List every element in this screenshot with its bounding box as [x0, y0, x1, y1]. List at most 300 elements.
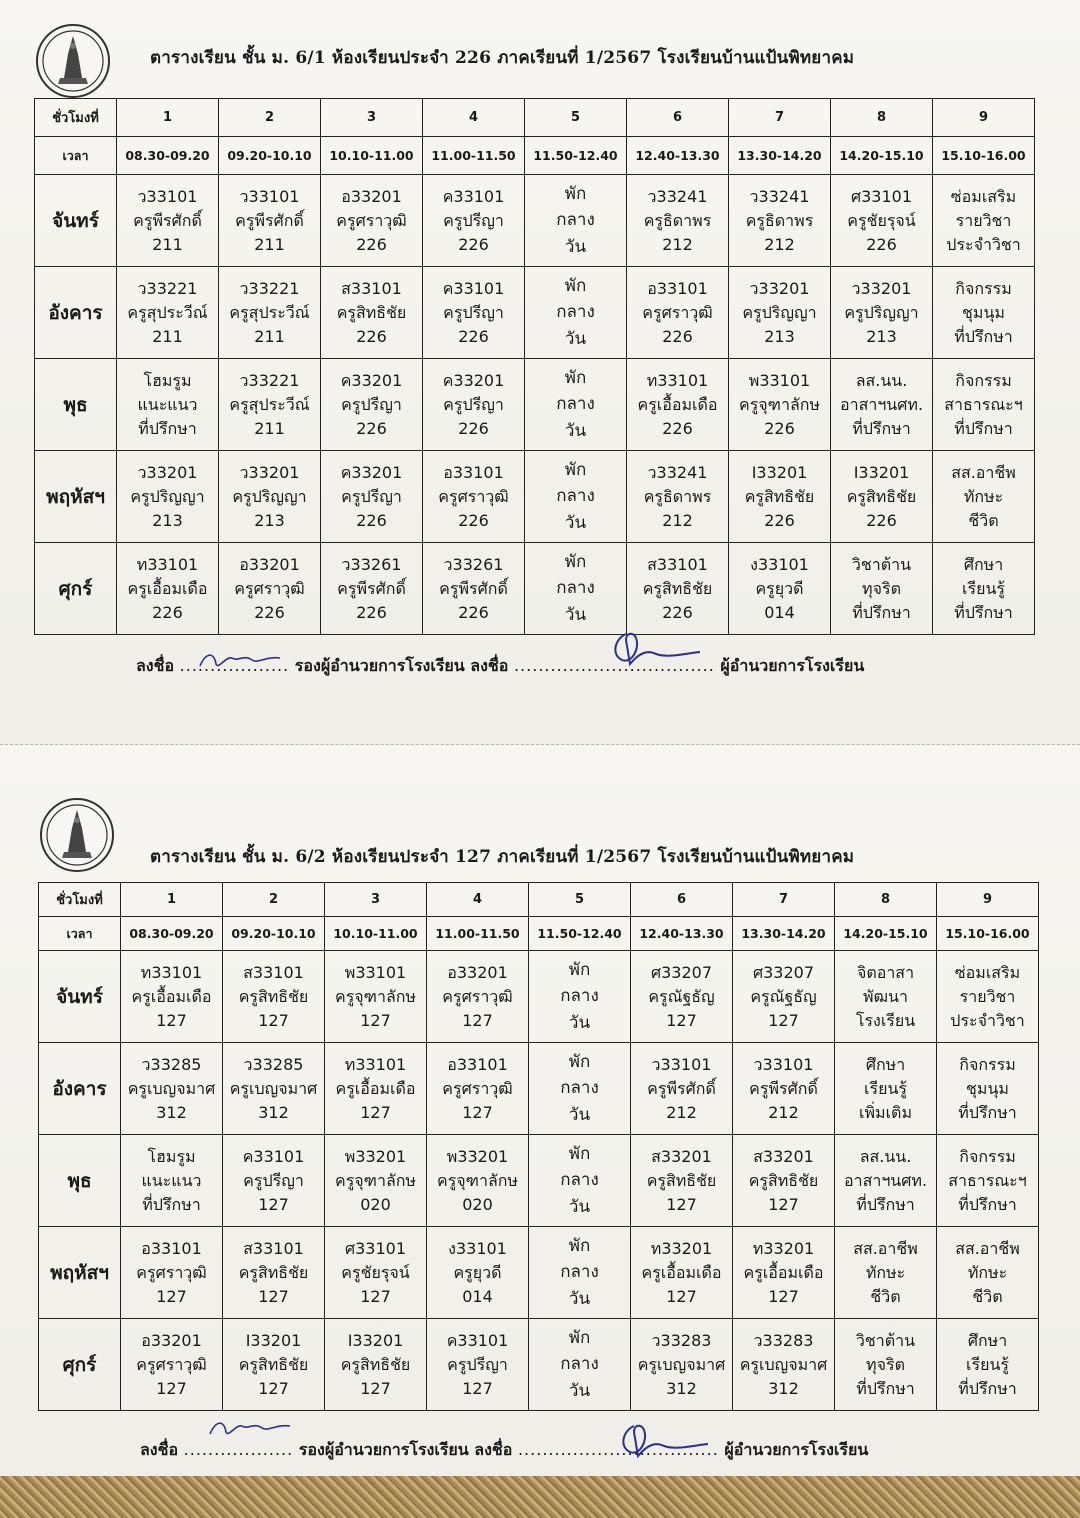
- subject-code: วิชาต้าน: [855, 1330, 916, 1350]
- room-number: ที่ปรึกษา: [954, 418, 1013, 438]
- table-row: [35, 175, 1035, 267]
- deputy-title: รองผู้อำนวยการโรงเรียน: [298, 1440, 469, 1459]
- period-number: 5: [525, 99, 627, 137]
- break-text: วัน: [568, 1380, 591, 1401]
- teacher-name: ครูศราวุฒิ: [442, 1078, 513, 1098]
- subject-code: อ33101: [647, 278, 708, 298]
- class-cell: [121, 1319, 223, 1411]
- deputy-signature-dots: ..................: [179, 656, 290, 675]
- room-number: 226: [458, 602, 489, 622]
- lunch-break-cell: [529, 951, 631, 1043]
- break-text: วัน: [564, 604, 587, 625]
- break-text: กลาง: [556, 486, 595, 507]
- deputy-handwritten-signature: [196, 644, 286, 674]
- time-header-label: เวลา: [35, 137, 117, 175]
- teacher-name: ครูศราวุฒิ: [438, 486, 509, 506]
- room-number: ที่ปรึกษา: [958, 1378, 1017, 1398]
- subject-code: ท33101: [136, 554, 199, 574]
- teacher-name: ครูปรีญา: [243, 1170, 304, 1190]
- subject-code: ค33201: [442, 370, 505, 390]
- teacher-name: ครูสุประวีณ์: [229, 394, 310, 414]
- period-number: 4: [427, 883, 529, 917]
- teacher-name: ครูสิทธิชัย: [238, 1262, 309, 1282]
- room-number: 226: [458, 326, 489, 346]
- period-time: 11.50-12.40: [525, 137, 627, 175]
- class-cell: [729, 543, 831, 635]
- subject-code: ง33101: [448, 1238, 507, 1258]
- room-number: ที่ปรึกษา: [954, 602, 1013, 622]
- teacher-name: ครูยุวดี: [453, 1262, 502, 1282]
- room-number: 226: [662, 418, 693, 438]
- lunch-break-cell: [525, 175, 627, 267]
- teacher-name: ครูปริญญา: [742, 302, 817, 322]
- teacher-name: ครูสิทธิชัย: [238, 986, 309, 1006]
- room-number: 127: [666, 1010, 697, 1030]
- room-number: 312: [768, 1378, 799, 1398]
- room-number: 127: [258, 1286, 289, 1306]
- class-cell: [423, 175, 525, 267]
- subject-code: กิจกรรม: [959, 1146, 1016, 1166]
- day-label: ศุกร์: [39, 1319, 121, 1411]
- period-time: 09.20-10.10: [219, 137, 321, 175]
- subject-code: อ33101: [447, 1054, 508, 1074]
- room-number: 020: [462, 1194, 493, 1214]
- table-row: [39, 1319, 1039, 1411]
- deputy-signature-dots: ..................: [183, 1440, 294, 1459]
- room-number: 226: [356, 418, 387, 438]
- class-cell: [321, 451, 423, 543]
- room-number: 226: [458, 234, 489, 254]
- subject-code: พ33201: [446, 1146, 509, 1166]
- class-cell: [117, 543, 219, 635]
- break-text: กลาง: [560, 986, 599, 1007]
- class-cell: [627, 359, 729, 451]
- period-number: 4: [423, 99, 525, 137]
- subject-code: ว33101: [753, 1054, 814, 1074]
- subject-code: ส33101: [243, 1238, 304, 1258]
- class-cell: [631, 951, 733, 1043]
- subject-code: ท33101: [646, 370, 709, 390]
- subject-code: สส.อาชีพ: [955, 1238, 1020, 1258]
- subject-code: อ33201: [239, 554, 300, 574]
- subject-code: สส.อาชีพ: [951, 462, 1016, 482]
- class-cell: [835, 1227, 937, 1319]
- room-number: ที่ปรึกษา: [958, 1194, 1017, 1214]
- room-number: 312: [666, 1378, 697, 1398]
- class-cell: [223, 1227, 325, 1319]
- class-cell: [117, 451, 219, 543]
- period-number: 2: [219, 99, 321, 137]
- class-cell: [729, 451, 831, 543]
- teacher-name: ครูเอื้อมเดือ: [637, 394, 718, 414]
- room-number: 211: [254, 418, 285, 438]
- class-cell: [627, 267, 729, 359]
- room-number: ที่ปรึกษา: [856, 1378, 915, 1398]
- room-number: 127: [768, 1010, 799, 1030]
- class-cell: [427, 1043, 529, 1135]
- break-text: กลาง: [556, 394, 595, 415]
- subject-code: ศ33101: [850, 186, 913, 206]
- lunch-break-cell: [529, 1319, 631, 1411]
- break-text: พัก: [564, 367, 587, 388]
- class-cell: [627, 175, 729, 267]
- sign-label: ลงชื่อ: [140, 1440, 179, 1459]
- subject-code: ว33285: [243, 1054, 304, 1074]
- class-cell: [219, 175, 321, 267]
- director-handwritten-signature: [596, 624, 706, 672]
- teacher-name: ครูจุฑาลักษ: [335, 1170, 416, 1190]
- room-number: 213: [866, 326, 897, 346]
- teacher-name: ครูสิทธิชัย: [340, 1354, 411, 1374]
- teacher-name: ครูพีรศักดิ์: [337, 578, 406, 598]
- teacher-name: พัฒนา: [863, 986, 908, 1006]
- director-title: ผู้อำนวยการโรงเรียน: [724, 1440, 869, 1459]
- teacher-name: แนะแนว: [141, 1170, 202, 1190]
- room-number: 127: [258, 1194, 289, 1214]
- deputy-handwritten-signature: [206, 1412, 296, 1442]
- class-cell: [423, 267, 525, 359]
- class-cell: [835, 1135, 937, 1227]
- class-cell: [117, 175, 219, 267]
- subject-code: ว33283: [753, 1330, 814, 1350]
- teacher-name: ครูชัยรุจน์: [341, 1262, 410, 1282]
- timetable-2: [38, 882, 1039, 1411]
- subject-code: พ33101: [344, 962, 407, 982]
- class-cell: [733, 1043, 835, 1135]
- subject-code: สส.อาชีพ: [853, 1238, 918, 1258]
- teacher-name: ครูศราวุฒิ: [234, 578, 305, 598]
- room-number: 226: [356, 326, 387, 346]
- room-number: 226: [254, 602, 285, 622]
- teacher-name: ครูปริญญา: [232, 486, 307, 506]
- class-cell: [219, 267, 321, 359]
- subject-code: ซ่อมเสริม: [950, 186, 1017, 206]
- subject-code: ท33101: [344, 1054, 407, 1074]
- teacher-name: สาธารณะฯ: [948, 1170, 1027, 1190]
- class-cell: [223, 1319, 325, 1411]
- period-number: 6: [627, 99, 729, 137]
- lunch-break-cell: [525, 543, 627, 635]
- room-number: 212: [662, 510, 693, 530]
- subject-code: พ33101: [748, 370, 811, 390]
- break-text: วัน: [564, 328, 587, 349]
- subject-code: อ33201: [447, 962, 508, 982]
- break-text: กลาง: [556, 578, 595, 599]
- subject-code: ลส.นน.: [855, 370, 908, 390]
- room-number: 212: [666, 1102, 697, 1122]
- teacher-name: รายวิชา: [959, 986, 1016, 1006]
- teacher-name: ครูสิทธิชัย: [748, 1170, 819, 1190]
- class-cell: [321, 267, 423, 359]
- class-cell: [117, 267, 219, 359]
- room-number: ที่ปรึกษา: [958, 1102, 1017, 1122]
- subject-code: ว33201: [749, 278, 810, 298]
- teacher-name: ครูปรีญา: [443, 210, 504, 230]
- subject-code: ศึกษา: [967, 1330, 1008, 1350]
- subject-code: ว33101: [651, 1054, 712, 1074]
- break-text: วัน: [568, 1196, 591, 1217]
- subject-code: ส33201: [753, 1146, 814, 1166]
- room-number: 127: [360, 1102, 391, 1122]
- break-text: กลาง: [560, 1078, 599, 1099]
- subject-code: ค33201: [340, 370, 403, 390]
- subject-code: ค33101: [446, 1330, 509, 1350]
- teacher-name: ครูศราวุฒิ: [336, 210, 407, 230]
- class-cell: [223, 1043, 325, 1135]
- period-time: 08.30-09.20: [121, 917, 223, 951]
- subject-code: ศ33207: [752, 962, 815, 982]
- teacher-name: ครูปรีญา: [341, 394, 402, 414]
- room-number: 127: [666, 1286, 697, 1306]
- class-cell: [937, 1043, 1039, 1135]
- room-number: 226: [356, 234, 387, 254]
- subject-code: ส33101: [341, 278, 402, 298]
- room-number: 127: [666, 1194, 697, 1214]
- teacher-name: เรียนรู้: [962, 578, 1005, 598]
- break-text: กลาง: [556, 210, 595, 231]
- class-cell: [631, 1227, 733, 1319]
- subject-code: กิจกรรม: [955, 278, 1012, 298]
- break-text: พัก: [564, 275, 587, 296]
- lunch-break-cell: [529, 1043, 631, 1135]
- subject-code: ศ33101: [344, 1238, 407, 1258]
- room-number: ที่ปรึกษา: [138, 418, 197, 438]
- subject-code: ค33101: [442, 278, 505, 298]
- subject-code: ส33101: [647, 554, 708, 574]
- subject-code: I33201: [245, 1330, 302, 1350]
- period-number: 3: [321, 99, 423, 137]
- sign-label: ลงชื่อ: [470, 656, 509, 675]
- break-text: วัน: [568, 1288, 591, 1309]
- teacher-name: ครูศราวุฒิ: [642, 302, 713, 322]
- class-cell: [933, 543, 1035, 635]
- room-number: 226: [152, 602, 183, 622]
- teacher-name: ครูเบญจมาศ: [127, 1078, 216, 1098]
- room-number: 127: [258, 1378, 289, 1398]
- teacher-name: ครูชัยรุจน์: [847, 210, 916, 230]
- class-cell: [325, 1319, 427, 1411]
- break-text: วัน: [568, 1012, 591, 1033]
- class-cell: [121, 1043, 223, 1135]
- teacher-name: ครูปรีญา: [443, 302, 504, 322]
- subject-code: โฮมรูม: [143, 370, 192, 390]
- room-number: 014: [764, 602, 795, 622]
- subject-code: ท33201: [650, 1238, 713, 1258]
- room-number: ประจำวิชา: [946, 234, 1021, 254]
- period-time: 14.20-15.10: [831, 137, 933, 175]
- period-time: 11.50-12.40: [529, 917, 631, 951]
- day-label: พฤหัสฯ: [39, 1227, 121, 1319]
- period-number: 9: [933, 99, 1035, 137]
- class-cell: [427, 1135, 529, 1227]
- lunch-break-cell: [525, 359, 627, 451]
- class-cell: [831, 543, 933, 635]
- teacher-name: ครูพีรศักดิ์: [439, 578, 508, 598]
- subject-code: ว33221: [137, 278, 198, 298]
- break-text: พัก: [564, 459, 587, 480]
- class-cell: [223, 951, 325, 1043]
- class-cell: [223, 1135, 325, 1227]
- teacher-name: ชุมนุม: [966, 1078, 1009, 1098]
- teacher-name: ครูจุฑาลักษ: [335, 986, 416, 1006]
- teacher-name: ครูสิทธิชัย: [846, 486, 917, 506]
- teacher-name: ครูปริญญา: [844, 302, 919, 322]
- teacher-name: ครูเอื้อมเดือ: [641, 1262, 722, 1282]
- teacher-name: ครูสิทธิชัย: [744, 486, 815, 506]
- class-cell: [423, 451, 525, 543]
- class-cell: [121, 1227, 223, 1319]
- period-time: 13.30-14.20: [733, 917, 835, 951]
- break-text: พัก: [564, 551, 587, 572]
- teacher-name: ครูศราวุฒิ: [136, 1354, 207, 1374]
- subject-code: กิจกรรม: [959, 1054, 1016, 1074]
- room-number: 226: [764, 418, 795, 438]
- room-number: 226: [866, 234, 897, 254]
- class-cell: [631, 1043, 733, 1135]
- class-cell: [933, 267, 1035, 359]
- teacher-name: ครูธิดาพร: [643, 486, 712, 506]
- day-label: อังคาร: [35, 267, 117, 359]
- teacher-name: ครูปรีญา: [443, 394, 504, 414]
- room-number: 127: [156, 1010, 187, 1030]
- break-text: กลาง: [560, 1170, 599, 1191]
- period-time: 15.10-16.00: [933, 137, 1035, 175]
- class-cell: [219, 543, 321, 635]
- class-cell: [631, 1319, 733, 1411]
- subject-code: ท33201: [752, 1238, 815, 1258]
- director-handwritten-signature: [604, 1416, 714, 1464]
- class-cell: [321, 543, 423, 635]
- period-number: 5: [529, 883, 631, 917]
- teacher-name: อาสาฯนศท.: [843, 1170, 928, 1190]
- subject-code: I33201: [751, 462, 808, 482]
- timetable-1-title: ตารางเรียน ชั้น ม. 6/1 ห้องเรียนประจำ 226 ภาคเรียนที่ 1/2567 โรงเรียนบ้านแป้นพิทยาคม: [150, 48, 855, 68]
- class-cell: [325, 1135, 427, 1227]
- period-time: 11.00-11.50: [423, 137, 525, 175]
- teacher-name: เรียนรู้: [864, 1078, 907, 1098]
- teacher-name: ทักษะ: [865, 1262, 906, 1282]
- teacher-name: ครูพีรศักดิ์: [647, 1078, 716, 1098]
- room-number: ที่ปรึกษา: [852, 418, 911, 438]
- table-row: [39, 951, 1039, 1043]
- room-number: 127: [462, 1010, 493, 1030]
- period-time: 08.30-09.20: [117, 137, 219, 175]
- teacher-name: รายวิชา: [955, 210, 1012, 230]
- subject-code: พ33201: [344, 1146, 407, 1166]
- teacher-name: ครูจุฑาลักษ: [739, 394, 820, 414]
- break-text: กลาง: [560, 1354, 599, 1375]
- class-cell: [933, 359, 1035, 451]
- room-number: ที่ปรึกษา: [856, 1194, 915, 1214]
- room-number: 211: [254, 326, 285, 346]
- break-text: พัก: [568, 1327, 591, 1348]
- teacher-name: ครูสิทธิชัย: [336, 302, 407, 322]
- period-time: 14.20-15.10: [835, 917, 937, 951]
- break-text: กลาง: [556, 302, 595, 323]
- period-number: 3: [325, 883, 427, 917]
- subject-code: ว33101: [239, 186, 300, 206]
- class-cell: [937, 1319, 1039, 1411]
- sign-label: ลงชื่อ: [136, 656, 175, 675]
- lunch-break-cell: [529, 1227, 631, 1319]
- class-cell: [729, 267, 831, 359]
- period-number: 1: [121, 883, 223, 917]
- teacher-name: เรียนรู้: [966, 1354, 1009, 1374]
- room-number: 211: [152, 326, 183, 346]
- class-cell: [835, 1319, 937, 1411]
- lunch-break-cell: [525, 267, 627, 359]
- teacher-name: ครูธิดาพร: [745, 210, 814, 230]
- subject-code: ว33221: [239, 278, 300, 298]
- teacher-name: ครูสิทธิชัย: [642, 578, 713, 598]
- school-seal-icon: [36, 24, 110, 98]
- subject-code: I33201: [347, 1330, 404, 1350]
- room-number: 014: [462, 1286, 493, 1306]
- room-number: ชีวิต: [972, 1286, 1003, 1306]
- day-label: พฤหัสฯ: [35, 451, 117, 543]
- room-number: 127: [768, 1286, 799, 1306]
- room-number: 213: [254, 510, 285, 530]
- director-title: ผู้อำนวยการโรงเรียน: [720, 656, 865, 675]
- subject-code: ค33201: [340, 462, 403, 482]
- class-cell: [627, 451, 729, 543]
- subject-code: ส33101: [243, 962, 304, 982]
- teacher-name: ทุจริต: [866, 1354, 905, 1374]
- room-number: 127: [462, 1102, 493, 1122]
- room-number: 127: [156, 1378, 187, 1398]
- subject-code: ศึกษา: [963, 554, 1004, 574]
- teacher-name: ครูพีรศักดิ์: [749, 1078, 818, 1098]
- class-cell: [423, 543, 525, 635]
- class-cell: [117, 359, 219, 451]
- subject-code: อ33201: [341, 186, 402, 206]
- period-number: 7: [729, 99, 831, 137]
- room-number: 127: [156, 1286, 187, 1306]
- subject-code: ว33283: [651, 1330, 712, 1350]
- break-text: วัน: [568, 1104, 591, 1125]
- teacher-name: ครูเอื้อมเดือ: [131, 986, 212, 1006]
- teacher-name: ทุจริต: [862, 578, 901, 598]
- teacher-name: ครูเอื้อมเดือ: [127, 578, 208, 598]
- page-divider: [0, 744, 1080, 745]
- room-number: ที่ปรึกษา: [142, 1194, 201, 1214]
- teacher-name: สาธารณะฯ: [944, 394, 1023, 414]
- subject-code: กิจกรรม: [955, 370, 1012, 390]
- period-number: 8: [831, 99, 933, 137]
- subject-code: ส33201: [651, 1146, 712, 1166]
- room-number: โรงเรียน: [855, 1010, 916, 1030]
- class-cell: [729, 359, 831, 451]
- timetable-1: [34, 98, 1035, 635]
- period-number: 2: [223, 883, 325, 917]
- period-number: 9: [937, 883, 1039, 917]
- room-number: 226: [764, 510, 795, 530]
- day-label: พุธ: [35, 359, 117, 451]
- teacher-name: ครูสุประวีณ์: [127, 302, 208, 322]
- subject-code: จิตอาสา: [856, 962, 915, 982]
- class-cell: [937, 1227, 1039, 1319]
- class-cell: [325, 1227, 427, 1319]
- room-number: 127: [462, 1378, 493, 1398]
- period-number: 6: [631, 883, 733, 917]
- teacher-name: ครูณัฐธัญ: [750, 986, 817, 1006]
- table-row: [39, 1043, 1039, 1135]
- break-text: พัก: [568, 1235, 591, 1256]
- day-label: จันทร์: [39, 951, 121, 1043]
- teacher-name: ครูเอื้อมเดือ: [335, 1078, 416, 1098]
- class-cell: [937, 1135, 1039, 1227]
- class-cell: [835, 1043, 937, 1135]
